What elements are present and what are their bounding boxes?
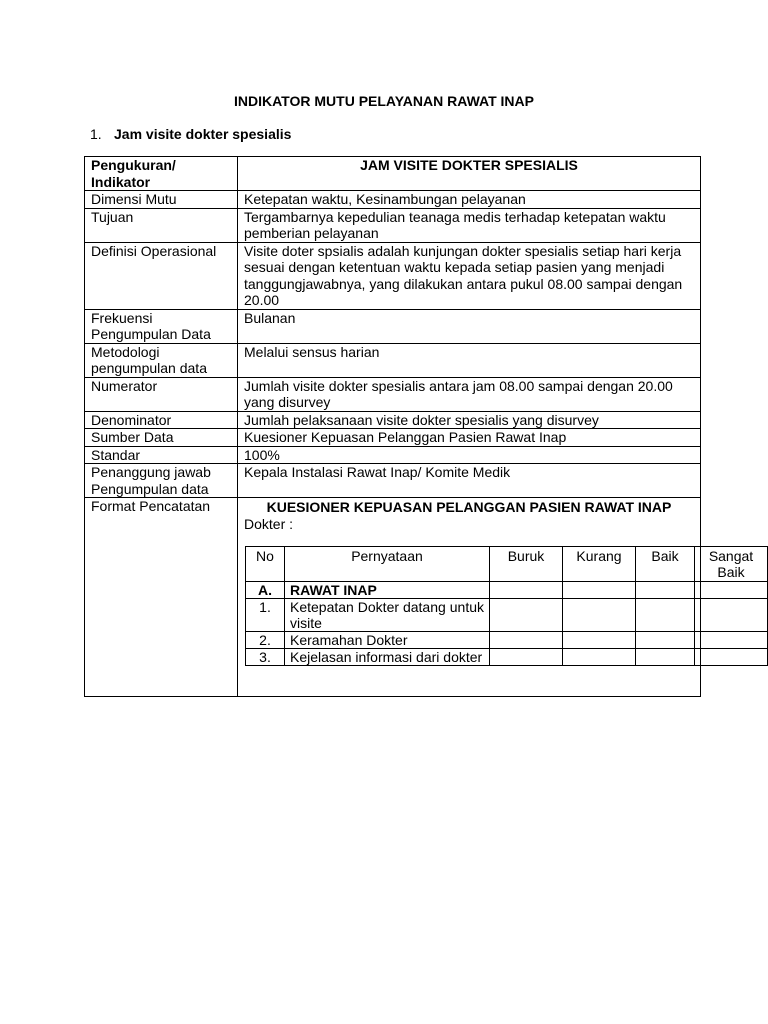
questionnaire-header-row xyxy=(246,547,768,582)
rating-cell[interactable] xyxy=(695,599,768,632)
row-value: Ketepatan waktu, Kesinambungan pelayanan xyxy=(238,191,701,209)
row-label: Dimensi Mutu xyxy=(85,191,238,209)
questionnaire-row xyxy=(246,649,768,666)
section-number: 1. xyxy=(90,126,102,142)
col-header-kurang: Kurang xyxy=(563,547,636,582)
section-name: RAWAT INAP xyxy=(285,582,490,599)
row-value: Kepala Instalasi Rawat Inap/ Komite Medik xyxy=(238,464,701,498)
row-label: Frekuensi Pengumpulan Data xyxy=(85,309,238,343)
rating-cell[interactable] xyxy=(636,582,695,599)
rating-cell[interactable] xyxy=(563,599,636,632)
rating-cell[interactable] xyxy=(490,632,563,649)
document-title: INDIKATOR MUTU PELAYANAN RAWAT INAP xyxy=(234,93,534,109)
questionnaire-title: KUESIONER KEPUASAN PELANGGAN PASIEN RAWAT INAP xyxy=(266,499,672,515)
questionnaire-row xyxy=(246,632,768,649)
table-header-row xyxy=(85,157,701,191)
row-value: Visite doter spsialis adalah kunjungan dokter spesialis setiap hari kerja sesuai dengan ketentuan waktu kepada setiap pasien yang menjadi tanggungjawabnya, yang dilakukan antara pukul 08.00 sampai dengan 20.00 xyxy=(238,242,701,309)
row-label: Metodologi pengumpulan data xyxy=(85,343,238,377)
section-heading xyxy=(90,125,291,143)
row-label: Penanggung jawab Pengumpulan data xyxy=(85,464,238,498)
row-value: Tergambarnya kepedulian teanaga medis terhadap ketepatan waktu pemberian pelayanan xyxy=(238,208,701,242)
rating-cell[interactable] xyxy=(490,582,563,599)
questionnaire-section-row xyxy=(246,582,768,599)
questionnaire-subtitle: Dokter : xyxy=(244,515,294,532)
rating-cell[interactable] xyxy=(695,632,768,649)
questionnaire-table xyxy=(245,546,768,666)
item-number: 3. xyxy=(246,649,285,666)
table-row xyxy=(85,429,701,447)
header-right: JAM VISITE DOKTER SPESIALIS xyxy=(238,157,701,191)
row-label: Sumber Data xyxy=(85,429,238,447)
row-value: Bulanan xyxy=(238,309,701,343)
rating-cell[interactable] xyxy=(563,632,636,649)
row-label: Tujuan xyxy=(85,208,238,242)
row-value: Kuesioner Kepuasan Pelanggan Pasien Rawat Inap xyxy=(238,429,701,447)
row-label: Format Pencatatan xyxy=(85,498,238,697)
row-value: Melalui sensus harian xyxy=(238,343,701,377)
table-row xyxy=(85,208,701,242)
table-row xyxy=(85,498,701,697)
table-row xyxy=(85,242,701,309)
table-row xyxy=(85,446,701,464)
rating-cell[interactable] xyxy=(636,649,695,666)
row-label: Numerator xyxy=(85,377,238,411)
table-row xyxy=(85,191,701,209)
section-code: A. xyxy=(246,582,285,599)
rating-cell[interactable] xyxy=(636,599,695,632)
table-row xyxy=(85,464,701,498)
rating-cell[interactable] xyxy=(563,649,636,666)
questionnaire-row xyxy=(246,599,768,632)
col-header-sangat-baik: Sangat Baik xyxy=(695,547,768,582)
row-value: Jumlah pelaksanaan visite dokter spesialis yang disurvey xyxy=(238,411,701,429)
table-row xyxy=(85,411,701,429)
row-label: Standar xyxy=(85,446,238,464)
rating-cell[interactable] xyxy=(490,649,563,666)
rating-cell[interactable] xyxy=(695,649,768,666)
col-header-no: No xyxy=(246,547,285,582)
col-header-pernyataan: Pernyataan xyxy=(285,547,490,582)
row-label: Denominator xyxy=(85,411,238,429)
rating-cell[interactable] xyxy=(563,582,636,599)
header-left: Pengukuran/ Indikator xyxy=(85,157,238,191)
row-label: Definisi Operasional xyxy=(85,242,238,309)
indicator-table xyxy=(84,156,754,697)
section-title: Jam visite dokter spesialis xyxy=(114,126,292,142)
col-header-buruk: Buruk xyxy=(490,547,563,582)
item-statement: Keramahan Dokter xyxy=(285,632,490,649)
col-header-baik: Baik xyxy=(636,547,695,582)
table-row xyxy=(85,309,701,343)
table-row xyxy=(85,377,701,411)
item-statement: Kejelasan informasi dari dokter xyxy=(285,649,490,666)
table-row xyxy=(85,343,701,377)
item-number: 1. xyxy=(246,599,285,632)
row-value: 100% xyxy=(238,446,701,464)
rating-cell[interactable] xyxy=(695,582,768,599)
row-value: Jumlah visite dokter spesialis antara jam 08.00 sampai dengan 20.00 yang disurvey xyxy=(238,377,701,411)
item-number: 2. xyxy=(246,632,285,649)
format-pencatatan-cell xyxy=(238,498,754,697)
rating-cell[interactable] xyxy=(636,632,695,649)
rating-cell[interactable] xyxy=(490,599,563,632)
item-statement: Ketepatan Dokter datang untuk visite xyxy=(285,599,490,632)
